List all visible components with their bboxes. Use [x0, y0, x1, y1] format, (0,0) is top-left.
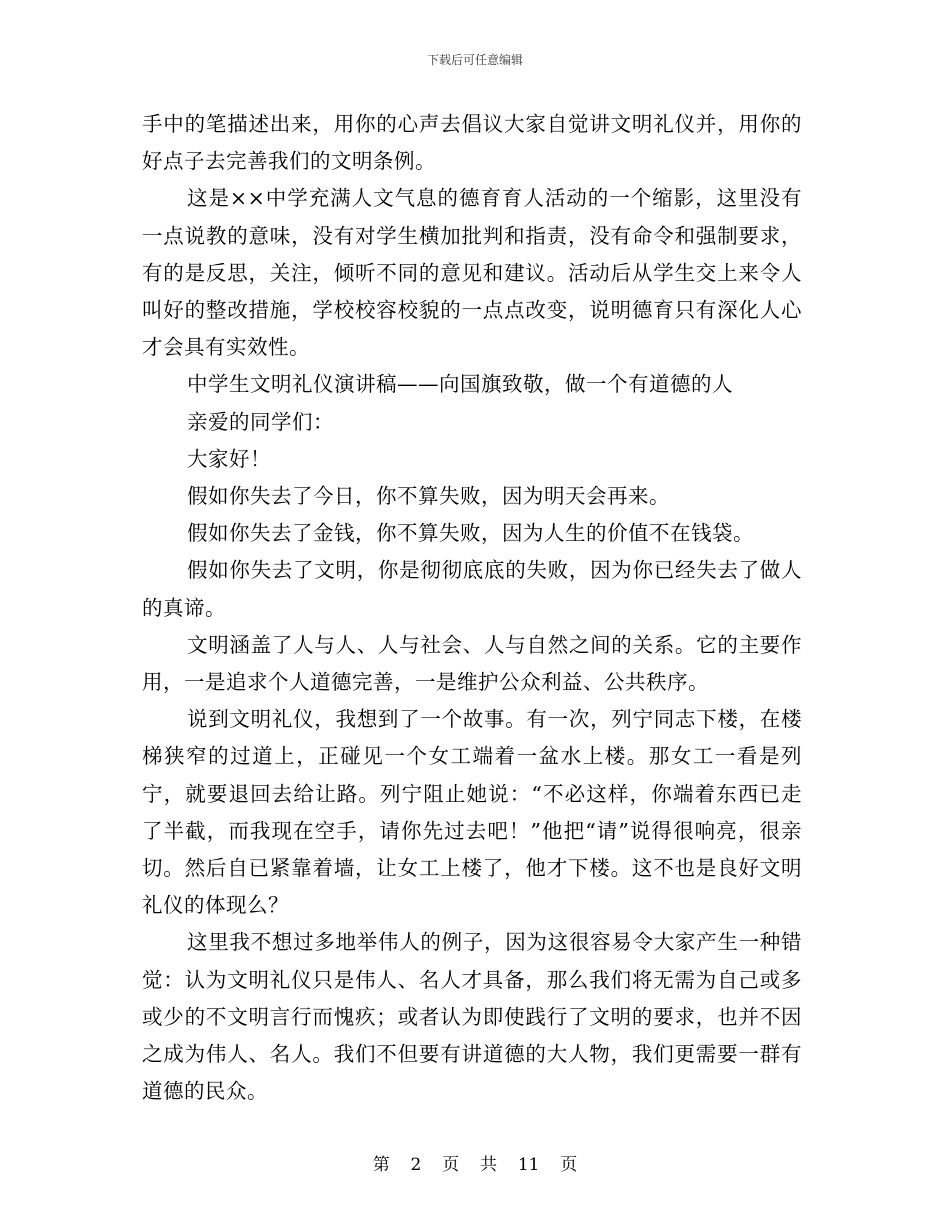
total-pages-number: 11 [517, 1155, 540, 1175]
paragraph: 假如你失去了文明，你是彻彻底底的失败，因为你已经失去了做人的真谛。 [142, 558, 802, 620]
salutation: 亲爱的同学们： [187, 409, 334, 434]
document-body [142, 106, 802, 1110]
page-footer [0, 1154, 950, 1176]
greeting: 大家好！ [187, 446, 271, 471]
page-header: 下载后可任意编辑 [426, 53, 523, 67]
page-label-suffix: 页 [560, 1155, 578, 1175]
page-label-prefix: 第 [372, 1155, 390, 1175]
current-page-number: 2 [410, 1155, 422, 1175]
paragraph: 假如你失去了金钱，你不算失败，因为人生的价值不在钱袋。 [187, 521, 754, 546]
page-label-mid: 页 [442, 1155, 460, 1175]
paragraph: 这是××中学充满人文气息的德育育人活动的一个缩影，这里没有一点说教的意味，没有对学生横加批判和指责，没有命令和强制要求，有的是反思，关注，倾听不同的意见和建议。活动后从学生交上来令人叫好的整改措施，学校校容校貌的一点点改变，说明德育只有深化人心才会具有实效性。 [142, 186, 802, 360]
paragraph: 这里我不想过多地举伟人的例子，因为这很容易令大家产生一种错觉：认为文明礼仪只是伟人、名人才具备，那么我们将无需为自己或多或少的不文明言行而愧疚；或者认为即使践行了文明的要求，也并不因之成为伟人、名人。我们不但要有讲道德的大人物，我们更需要一群有道德的民众。 [142, 930, 802, 1104]
paragraph: 文明涵盖了人与人、人与社会、人与自然之间的关系。它的主要作用，一是追求个人道德完善，一是维护公众利益、公共秩序。 [142, 632, 802, 695]
total-label: 共 [480, 1155, 497, 1175]
paragraph: 假如你失去了今日，你不算失败，因为明天会再来。 [187, 484, 670, 509]
speech-title: 中学生文明礼仪演讲稿——向国旗致敬，做一个有道德的人 [187, 372, 733, 397]
paragraph: 手中的笔描述出来，用你的心声去倡议大家自觉讲文明礼仪并，用你的好点子去完善我们的文明条例。 [142, 112, 802, 174]
paragraph: 说到文明礼仪，我想到了一个故事。有一次，列宁同志下楼，在楼梯狭窄的过道上，正碰见一个女工端着一盆水上楼。那女工一看是列宁，就要退回去给让路。列宁阻止她说：“不必这样，你端着东西已走了半截，而我现在空手，请你先过去吧！”他把“请”说得很响亮，很亲切。然后自已紧靠着墙，让女工上楼了，他才下楼。这不也是良好文明礼仪的体现么？ [142, 707, 802, 918]
